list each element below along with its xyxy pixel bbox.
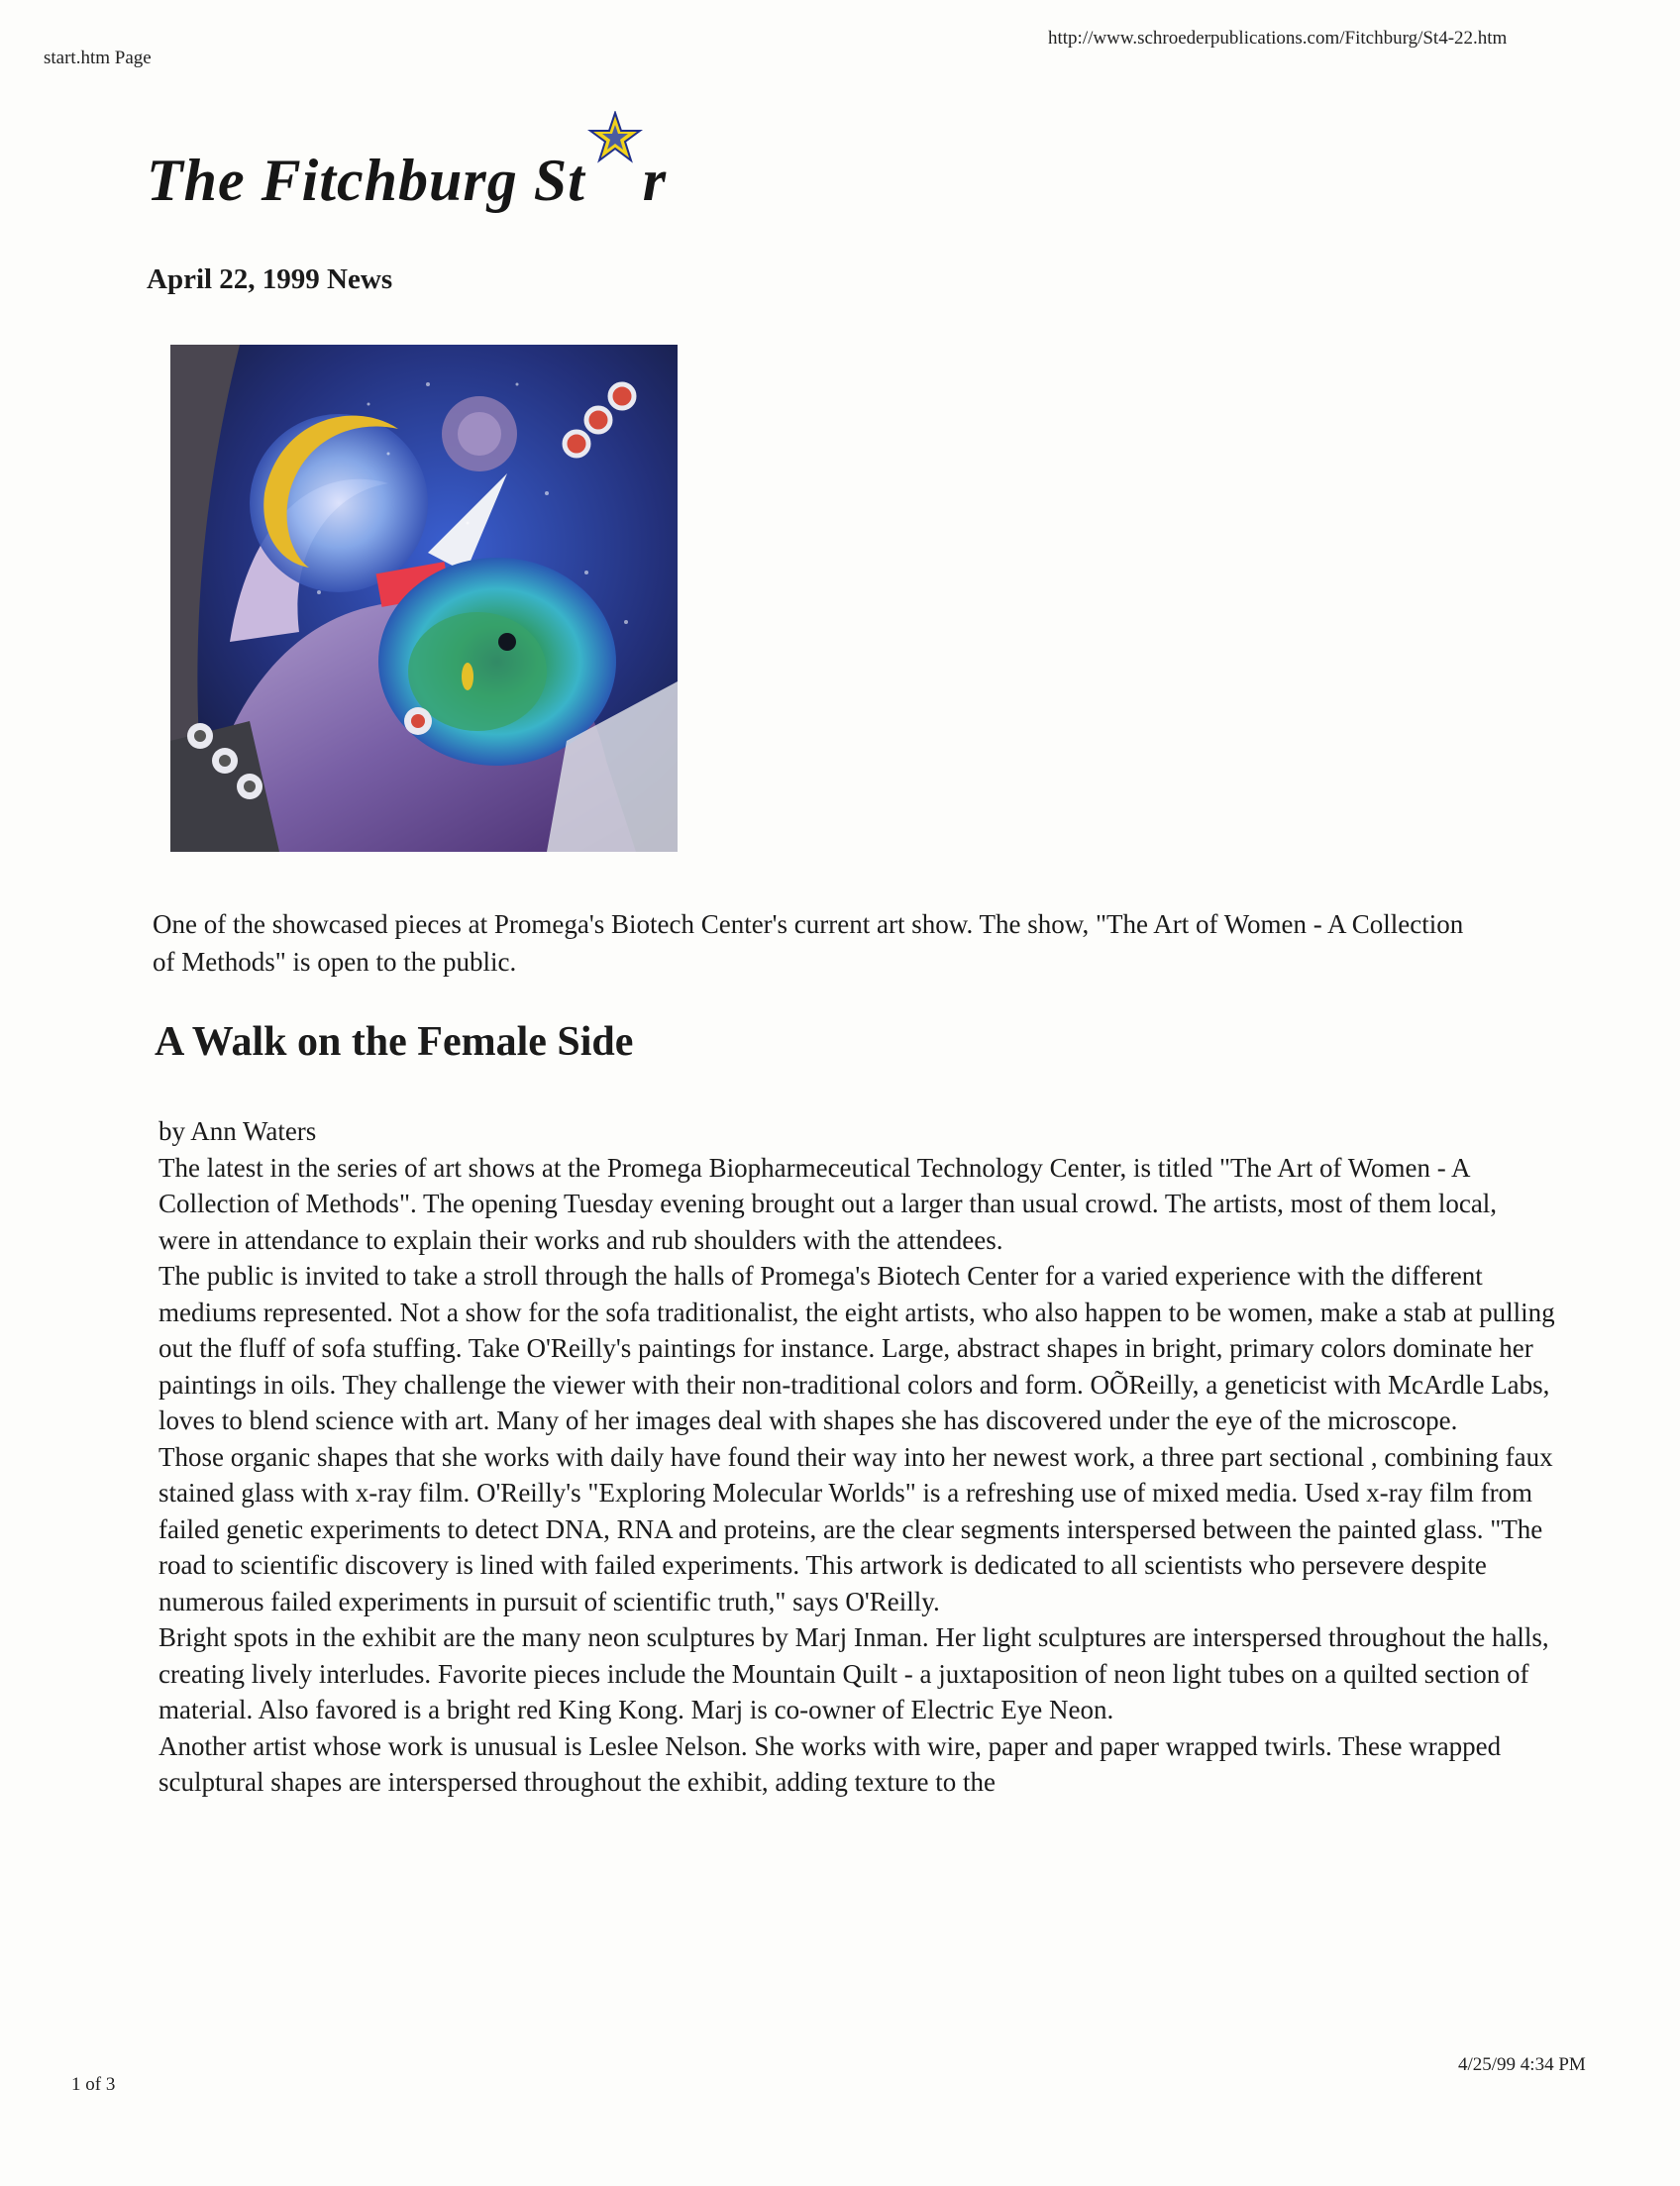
page-number: 1 of 3	[71, 2074, 116, 2095]
image-caption: One of the showcased pieces at Promega's Biotech Center's current art show. The show, "The Art of Women - A Collection of Methods" is open to the public.	[153, 909, 1464, 977]
article-paragraph: Those organic shapes that she works with daily have found their way into her newest work, a three part sectional , combining faux stained glass with x-ray film. O'Reilly's "Exploring Molecular Worlds" is a refreshing use of mixed media. Used x-ray film from failed genetic experiments to detect DNA, RNA and proteins, are the clear segments interspersed between the painted glass. "The road to scientific discovery is lined with failed experiments. This artwork is dedicated to all scientists who persevere despite numerous failed experiments in pursuit of scientific truth," says O'Reilly.	[158, 1441, 1553, 1616]
print-timestamp: 4/25/99 4:34 PM	[1458, 2054, 1586, 2075]
article-body	[158, 1113, 1555, 1801]
print-header-title: start.htm Page	[44, 48, 152, 68]
byline: by Ann Waters	[158, 1116, 317, 1146]
masthead	[147, 147, 667, 215]
masthead-star-icon	[585, 151, 643, 200]
artwork-image	[170, 345, 678, 852]
masthead-text: The Fitchburg St	[147, 148, 585, 213]
article-paragraph: The public is invited to take a stroll through the halls of Promega's Biotech Center for a varied experience with the different mediums represented. Not a show for the sofa traditionalist, the eight artists, who also happen to be women, make a stab at pulling out the fluff of sofa stuffing. Take O'Reilly's paintings for instance. Large, abstract shapes in bright, primary colors dominate her paintings in oils. They challenge the viewer with their non-traditional colors and form. OÕReilly, a geneticist with McArdle Labs, loves to blend science with art. Many of her images deal with shapes she has discovered under the eye of the microscope.	[158, 1261, 1555, 1435]
masthead-text-end: r	[642, 148, 668, 213]
article-paragraph: Another artist whose work is unusual is Leslee Nelson. She works with wire, paper and paper wrapped twirls. These wrapped sculptural shapes are interspersed throughout the exhibit, adding texture to the	[158, 1730, 1502, 1797]
article-paragraph: Bright spots in the exhibit are the many neon sculptures by Marj Inman. Her light sculptures are interspersed throughout the halls, creating lively interludes. Favorite pieces include the Mountain Quilt - a juxtaposition of neon light tubes on a quilted section of material. Also favored is a bright red King Kong. Marj is co-owner of Electric Eye Neon.	[158, 1622, 1549, 1724]
article-headline: A Walk on the Female Side	[155, 1019, 634, 1065]
article-paragraph: The latest in the series of art shows at the Promega Biopharmeceutical Technology Center, is titled "The Art of Women - A Collection of Methods". The opening Tuesday evening brought out a larger than usual crowd. The artists, most of them local, were in attendance to explain their works and rub shoulders with the attendees.	[158, 1152, 1498, 1255]
print-header-url: http://www.schroederpublications.com/Fitchburg/St4-22.htm	[1048, 28, 1508, 49]
dateline: April 22, 1999 News	[147, 263, 393, 295]
